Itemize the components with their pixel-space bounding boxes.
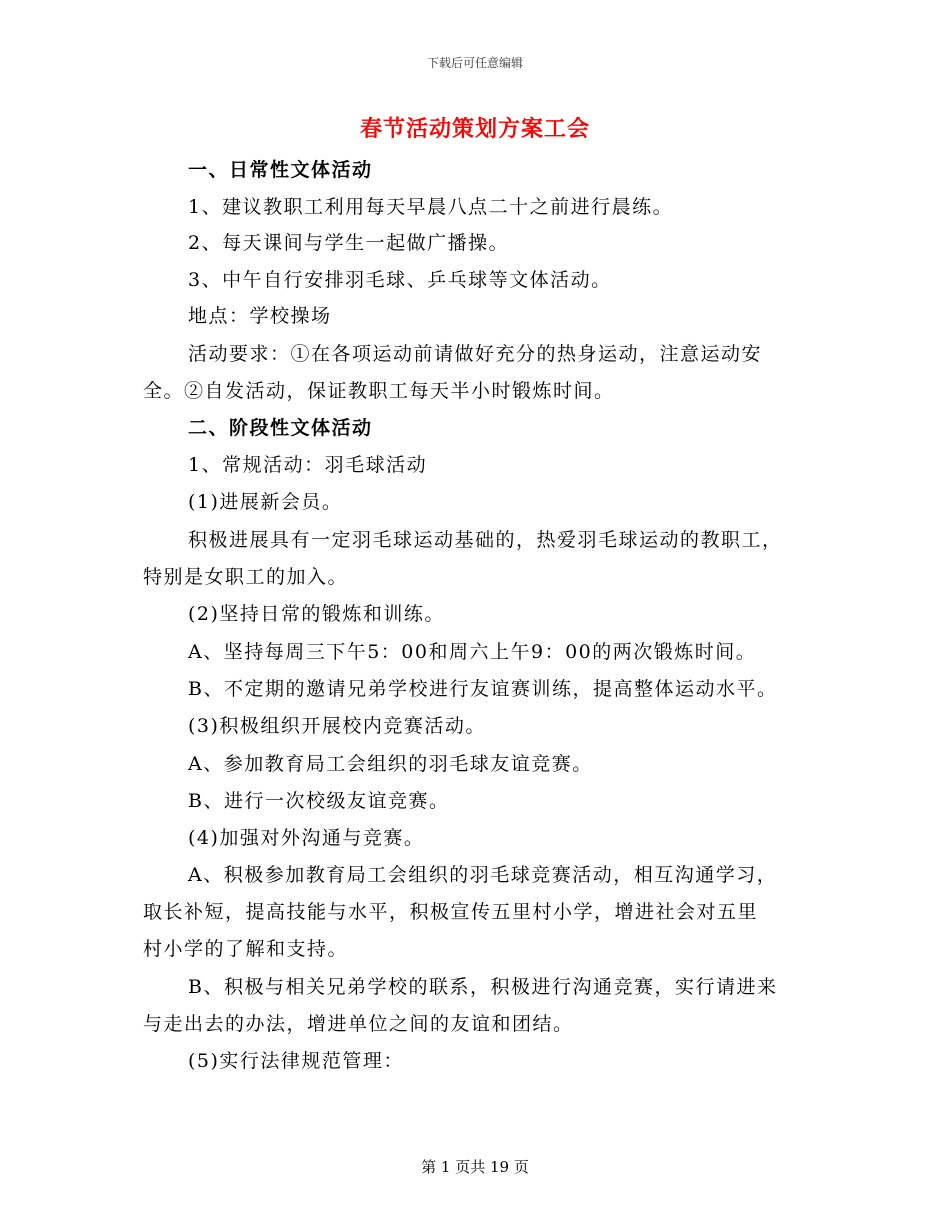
- paragraph-line: A、积极参加教育局工会组织的羽毛球竞赛活动，相互沟通学习，: [188, 864, 778, 886]
- paragraph-line: 活动要求：①在各项运动前请做好充分的热身运动，注意运动安: [188, 343, 763, 365]
- document-title: 春节活动策划方案工会: [359, 116, 590, 142]
- paragraph-line: B、进行一次校级友谊竞赛。: [188, 790, 450, 812]
- paragraph-line: (3)积极组织开展校内竞赛活动。: [188, 715, 486, 737]
- paragraph-line: 1、常规活动：羽毛球活动: [188, 454, 428, 476]
- paragraph-line: (1)进展新会员。: [188, 491, 343, 513]
- paragraph-line: 积极进展具有一定羽毛球运动基础的，热爱羽毛球运动的教职工，: [188, 529, 783, 551]
- paragraph-line: (5)实行法律规范管理：: [188, 1050, 404, 1072]
- paragraph-line: 村小学的了解和支持。: [143, 938, 349, 960]
- paragraph-line: B、积极与相关兄弟学校的联系，积极进行沟通竞赛，实行请进来: [188, 976, 778, 998]
- paragraph-line: (2)坚持日常的锻炼和训练。: [188, 603, 445, 625]
- paragraph-line: 1、建议教职工利用每天早晨八点二十之前进行晨练。: [188, 196, 674, 218]
- paragraph-line: A、坚持每周三下午5：00和周六上午9：00的两次锻炼时间。: [188, 641, 757, 663]
- paragraph-line: (4)加强对外沟通与竞赛。: [188, 827, 425, 849]
- paragraph-line: 特别是女职工的加入。: [143, 566, 349, 588]
- page-footer: 第 1 页共 19 页: [421, 1158, 529, 1176]
- paragraph-line: B、不定期的邀请兄弟学校进行友谊赛训练，提高整体运动水平。: [188, 678, 778, 700]
- section-heading: 一、日常性文体活动: [188, 159, 373, 181]
- paragraph-line: 地点：学校操场: [188, 305, 332, 327]
- paragraph-line: 2、每天课间与学生一起做广播操。: [188, 232, 510, 254]
- paragraph-line: 全。②自发活动，保证教职工每天半小时锻炼时间。: [143, 380, 615, 402]
- header-note: 下载后可任意编辑: [426, 56, 523, 70]
- paragraph-line: 取长补短，提高技能与水平，积极宣传五里村小学，增进社会对五里: [143, 901, 759, 923]
- paragraph-line: A、参加教育局工会组织的羽毛球友谊竞赛。: [188, 753, 593, 775]
- section-heading: 二、阶段性文体活动: [188, 417, 373, 439]
- paragraph-line: 3、中午自行安排羽毛球、乒乓球等文体活动。: [188, 269, 612, 291]
- paragraph-line: 与走出去的办法，增进单位之间的友谊和团结。: [143, 1013, 574, 1035]
